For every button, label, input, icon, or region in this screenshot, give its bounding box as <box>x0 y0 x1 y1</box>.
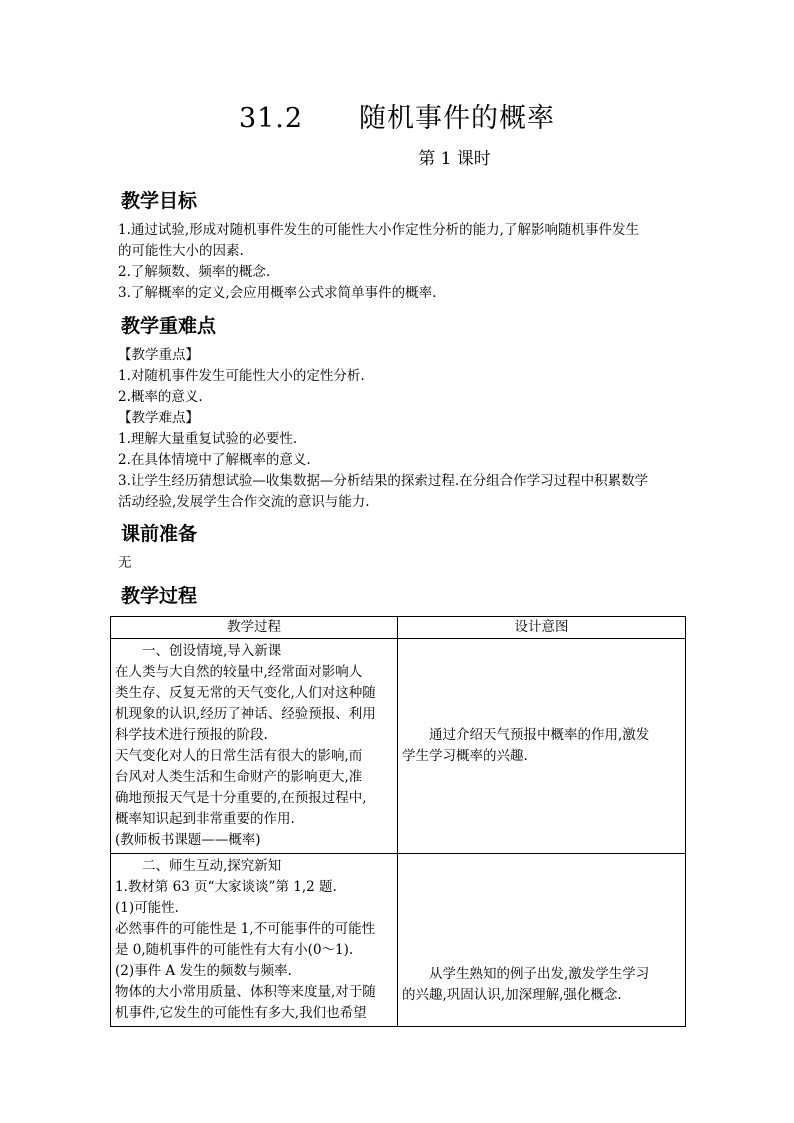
objectives-line: 3.了解概率的定义,会应用概率公式求简单事件的概率. <box>118 285 437 301</box>
intent-line: 学生学习概率的兴趣. <box>402 748 528 764</box>
keypoints-line: 活动经验,发展学生合作交流的意识与能力. <box>118 494 370 510</box>
keypoints-line: 【教学难点】 <box>118 410 199 426</box>
process-heading: 教学过程 <box>121 585 198 607</box>
process-line: (教师板书课题——概率) <box>115 832 261 848</box>
objectives-line: 1.通过试验,形成对随机事件发生的可能性大小作定性分析的能力,了解影响随机事件发生 <box>118 222 639 238</box>
preparation-text: 无 <box>118 555 132 571</box>
objectives-text <box>118 220 690 304</box>
intent-line: 通过介绍天气预报中概率的作用,激发 <box>429 727 650 743</box>
process-line: 机现象的认识,经历了神话、经验预报、利用 <box>115 706 376 722</box>
intent-cell <box>398 639 686 854</box>
keypoints-line: 1.理解大量重复试验的必要性. <box>118 431 298 447</box>
table-row <box>111 639 686 854</box>
table-header-row <box>111 617 686 639</box>
keypoints-heading: 教学重难点 <box>121 315 217 337</box>
section-title: 二、师生互动,探究新知 <box>142 858 282 874</box>
intent-line: 的兴趣,巩固认识,加深理解,强化概念. <box>402 987 622 1003</box>
keypoints-line: 3.让学生经历猜想试验—收集数据—分析结果的探索过程.在分组合作学习过程中积累数学 <box>118 473 649 489</box>
process-cell <box>111 639 398 854</box>
process-table <box>110 616 686 1027</box>
intent-line: 从学生熟知的例子出发,激发学生学习 <box>429 966 650 982</box>
process-line: 类生存、反复无常的天气变化,人们对这种随 <box>115 685 376 701</box>
keypoints-line: 1.对随机事件发生可能性大小的定性分析. <box>118 368 365 384</box>
document-subtitle: 第 1 课时 <box>418 149 491 169</box>
process-line: 必然事件的可能性是 1,不可能事件的可能性 <box>115 921 376 937</box>
process-line: 确地预报天气是十分重要的,在预报过程中, <box>115 790 367 806</box>
column-header-process: 教学过程 <box>111 617 398 639</box>
keypoints-line: 【教学重点】 <box>118 347 199 363</box>
process-line: 机事件,它发生的可能性有多大,我们也希望 <box>115 1005 367 1021</box>
table-row <box>111 854 686 1027</box>
column-header-intent: 设计意图 <box>398 617 686 639</box>
process-line: 概率知识起到非常重要的作用. <box>115 811 295 827</box>
process-line: (2)事件 A 发生的频数与频率. <box>115 963 292 979</box>
objectives-line: 2.了解频数、频率的概念. <box>118 264 271 280</box>
process-line: (1)可能性. <box>115 900 179 916</box>
process-line: 是 0,随机事件的可能性有大有小(0～1). <box>115 942 354 958</box>
preparation-heading: 课前准备 <box>121 523 198 545</box>
process-line: 在人类与大自然的较量中,经常面对影响人 <box>115 664 363 680</box>
objectives-line: 的可能性大小的因素. <box>118 243 244 259</box>
process-cell <box>111 854 398 1027</box>
process-line: 天气变化对人的日常生活有很大的影响,而 <box>115 748 363 764</box>
process-line: 1.教材第 63 页“大家谈谈”第 1,2 题. <box>115 879 337 895</box>
document-title: 31.2 随机事件的概率 <box>238 103 556 134</box>
intent-cell <box>398 854 686 1027</box>
section-title: 一、创设情境,导入新课 <box>142 643 282 659</box>
keypoints-text <box>118 345 690 513</box>
process-line: 科学技术进行预报的阶段. <box>115 727 268 743</box>
keypoints-line: 2.在具体情境中了解概率的意义. <box>118 452 311 468</box>
keypoints-line: 2.概率的意义. <box>118 389 203 405</box>
process-line: 物体的大小常用质量、体积等来度量,对于随 <box>115 984 376 1000</box>
process-line: 台风对人类生活和生命财产的影响更大,准 <box>115 769 363 785</box>
objectives-heading: 教学目标 <box>121 190 198 212</box>
